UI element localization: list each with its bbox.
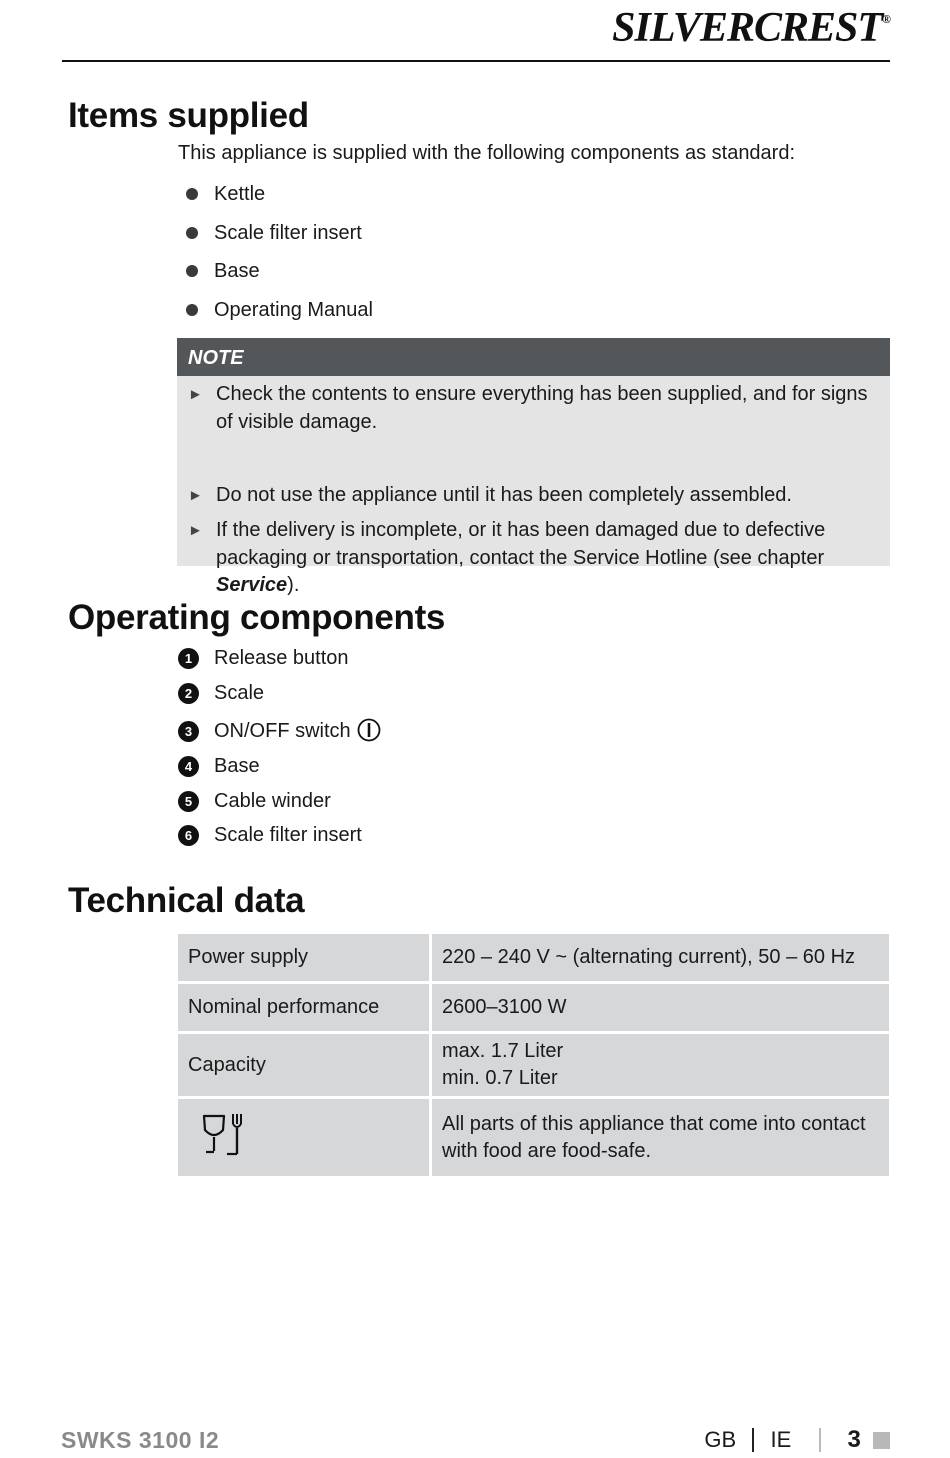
footer-separator [819, 1428, 821, 1452]
table-cell: 2600–3100 W [432, 984, 889, 1034]
table-cell: 220 – 240 V ~ (alternating current), 50 – 60 Hz [432, 934, 889, 984]
table-row [178, 1099, 889, 1176]
page-number: 3 [847, 1426, 861, 1454]
bullet-icon [186, 265, 198, 277]
note-box: NOTE ► Check the contents to ensure everything has been supplied, and for signs of visible damage. ► Do not use the appliance until it has been completely assembled. ► If the delivery is incomplete, or it has been damaged due to defective packaging or transportation, contact the Service Hotline (see chapter Service). [177, 338, 890, 566]
note-title: NOTE [177, 338, 890, 376]
list-item: Scale filter insert [178, 219, 373, 258]
bullet-icon [186, 304, 198, 316]
table-cell: All parts of this appliance that come into contact with food are food-safe. [432, 1099, 889, 1176]
footer-lang-ie: IE [770, 1427, 792, 1453]
table-row [178, 934, 889, 984]
heading-items-supplied: Items supplied [68, 96, 309, 135]
footer-model: SWKS 3100 I2 [61, 1427, 220, 1453]
triangle-right-icon: ► [188, 487, 203, 504]
table-row [178, 984, 889, 1034]
list-item: Operating Manual [178, 296, 373, 335]
items-intro: This appliance is supplied with the following components as standard: [178, 142, 796, 164]
technical-data-table [178, 934, 889, 1176]
heading-technical-data: Technical data [68, 881, 305, 920]
footer-separator [752, 1428, 754, 1452]
footer-page-info [704, 1426, 890, 1458]
list-item: Kettle [178, 180, 373, 219]
food-safe-glass-fork-icon [190, 1106, 250, 1162]
table-cell [178, 1099, 432, 1176]
table-cell: Power supply [178, 934, 432, 984]
heading-operating-components: Operating components [68, 598, 446, 637]
brand-logo: SILVERCREST® [612, 5, 890, 51]
table-cell: max. 1.7 Liter min. 0.7 Liter [432, 1034, 889, 1099]
footer-lang-gb: GB [704, 1427, 737, 1453]
table-cell: Capacity [178, 1034, 432, 1099]
bullet-icon [186, 227, 198, 239]
header-rule [62, 60, 890, 62]
triangle-right-icon: ► [188, 386, 203, 403]
items-list [178, 180, 373, 334]
table-row [178, 1034, 889, 1099]
power-switch-icon [357, 718, 381, 742]
service-chapter-ref: Service [216, 574, 288, 596]
page-marker-square [873, 1432, 890, 1449]
triangle-right-icon: ► [188, 522, 203, 539]
bullet-icon [186, 188, 198, 200]
table-cell: Nominal performance [178, 984, 432, 1034]
list-item: Base [178, 257, 373, 296]
